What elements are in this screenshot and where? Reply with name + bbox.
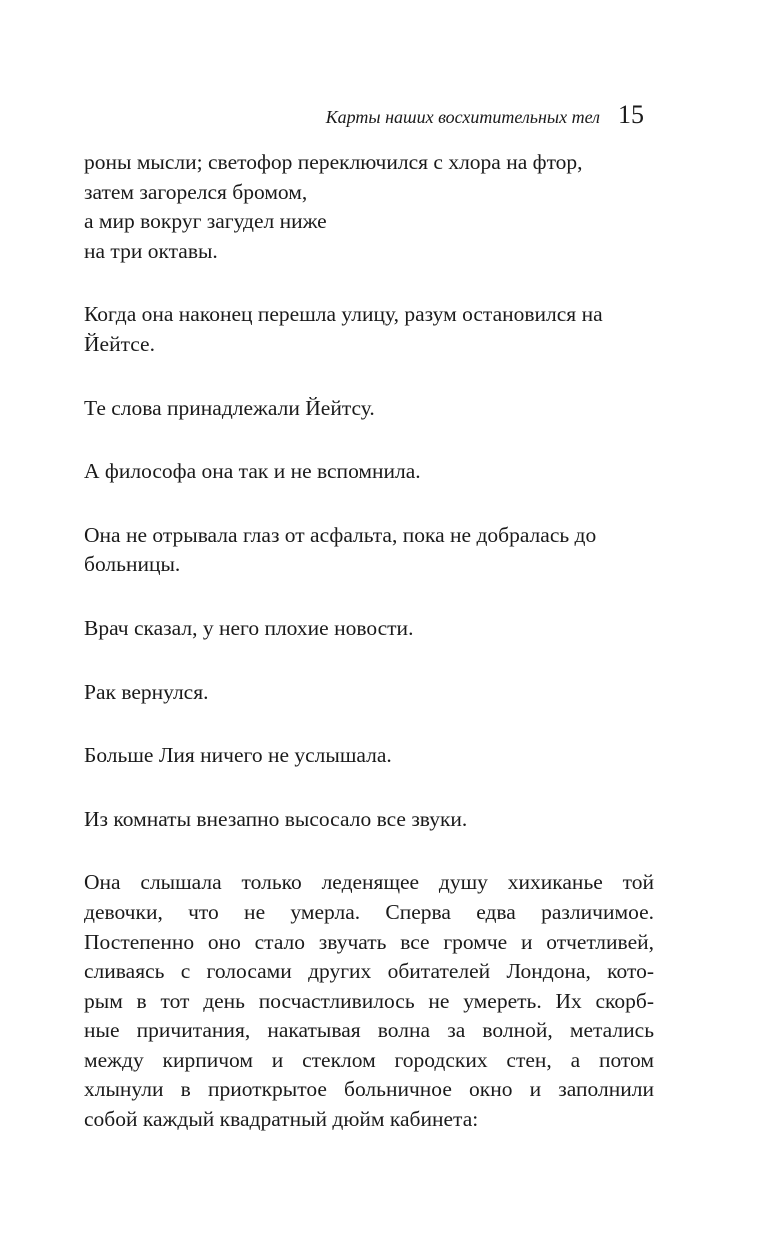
text-line: роны мысли; светофор переключился с хлора на фтор, (84, 150, 583, 174)
body-text (84, 148, 654, 1169)
text-line: затем загорелся бромом, (84, 179, 308, 204)
paragraph (84, 300, 654, 359)
page-number: 15 (618, 100, 644, 129)
paragraph (84, 394, 654, 424)
text-line: Когда она наконец перешла улицу, разум остановился на (84, 302, 603, 327)
text-line: Рак вернулся. (84, 679, 209, 704)
running-title: Карты наших восхитительных тел (325, 107, 600, 127)
text-line: А философа она так и не вспомнила. (84, 459, 421, 484)
text-line: хлынули в приоткрытое больничное окно и заполнили (84, 1077, 654, 1102)
paragraph (84, 148, 654, 266)
paragraph (84, 805, 654, 835)
text-line: Из комнаты внезапно высосало все звуки. (84, 806, 468, 831)
text-line: Врач сказал, у него плохие новости. (84, 615, 414, 640)
text-line: Постепенно оно стало звучать все громче и отчетливей, (84, 929, 654, 954)
text-line: между кирпичом и стеклом городских стен, а потом (84, 1047, 654, 1072)
text-line: ные причитания, накатывая волна за волной, метались (84, 1018, 654, 1043)
text-line: сливаясь с голосами других обитателей Лондона, кото- (84, 959, 654, 984)
running-header (326, 100, 644, 130)
text-line: больницы. (84, 552, 181, 577)
text-line: Те слова принадлежали Йейтсу. (84, 395, 375, 420)
text-line: на три октавы. (84, 238, 218, 263)
paragraph (84, 457, 654, 487)
paragraph (84, 741, 654, 771)
text-line: Она не отрывала глаз от асфальта, пока не добралась до (84, 522, 597, 547)
text-line: Больше Лия ничего не услышала. (84, 743, 392, 768)
text-line: рым в тот день посчастливилось не умереть. Их скорб- (84, 988, 654, 1013)
text-line: Она слышала только леденящее душу хихиканье той (84, 870, 654, 895)
text-line: а мир вокруг загудел ниже (84, 209, 327, 234)
text-line: собой каждый квадратный дюйм кабинета: (84, 1107, 479, 1132)
paragraph (84, 614, 654, 644)
text-line: Йейтсе. (84, 331, 155, 356)
paragraph (84, 868, 654, 1134)
text-line: девочки, что не умерла. Сперва едва различимое. (84, 899, 654, 924)
paragraph (84, 521, 654, 580)
paragraph (84, 678, 654, 708)
